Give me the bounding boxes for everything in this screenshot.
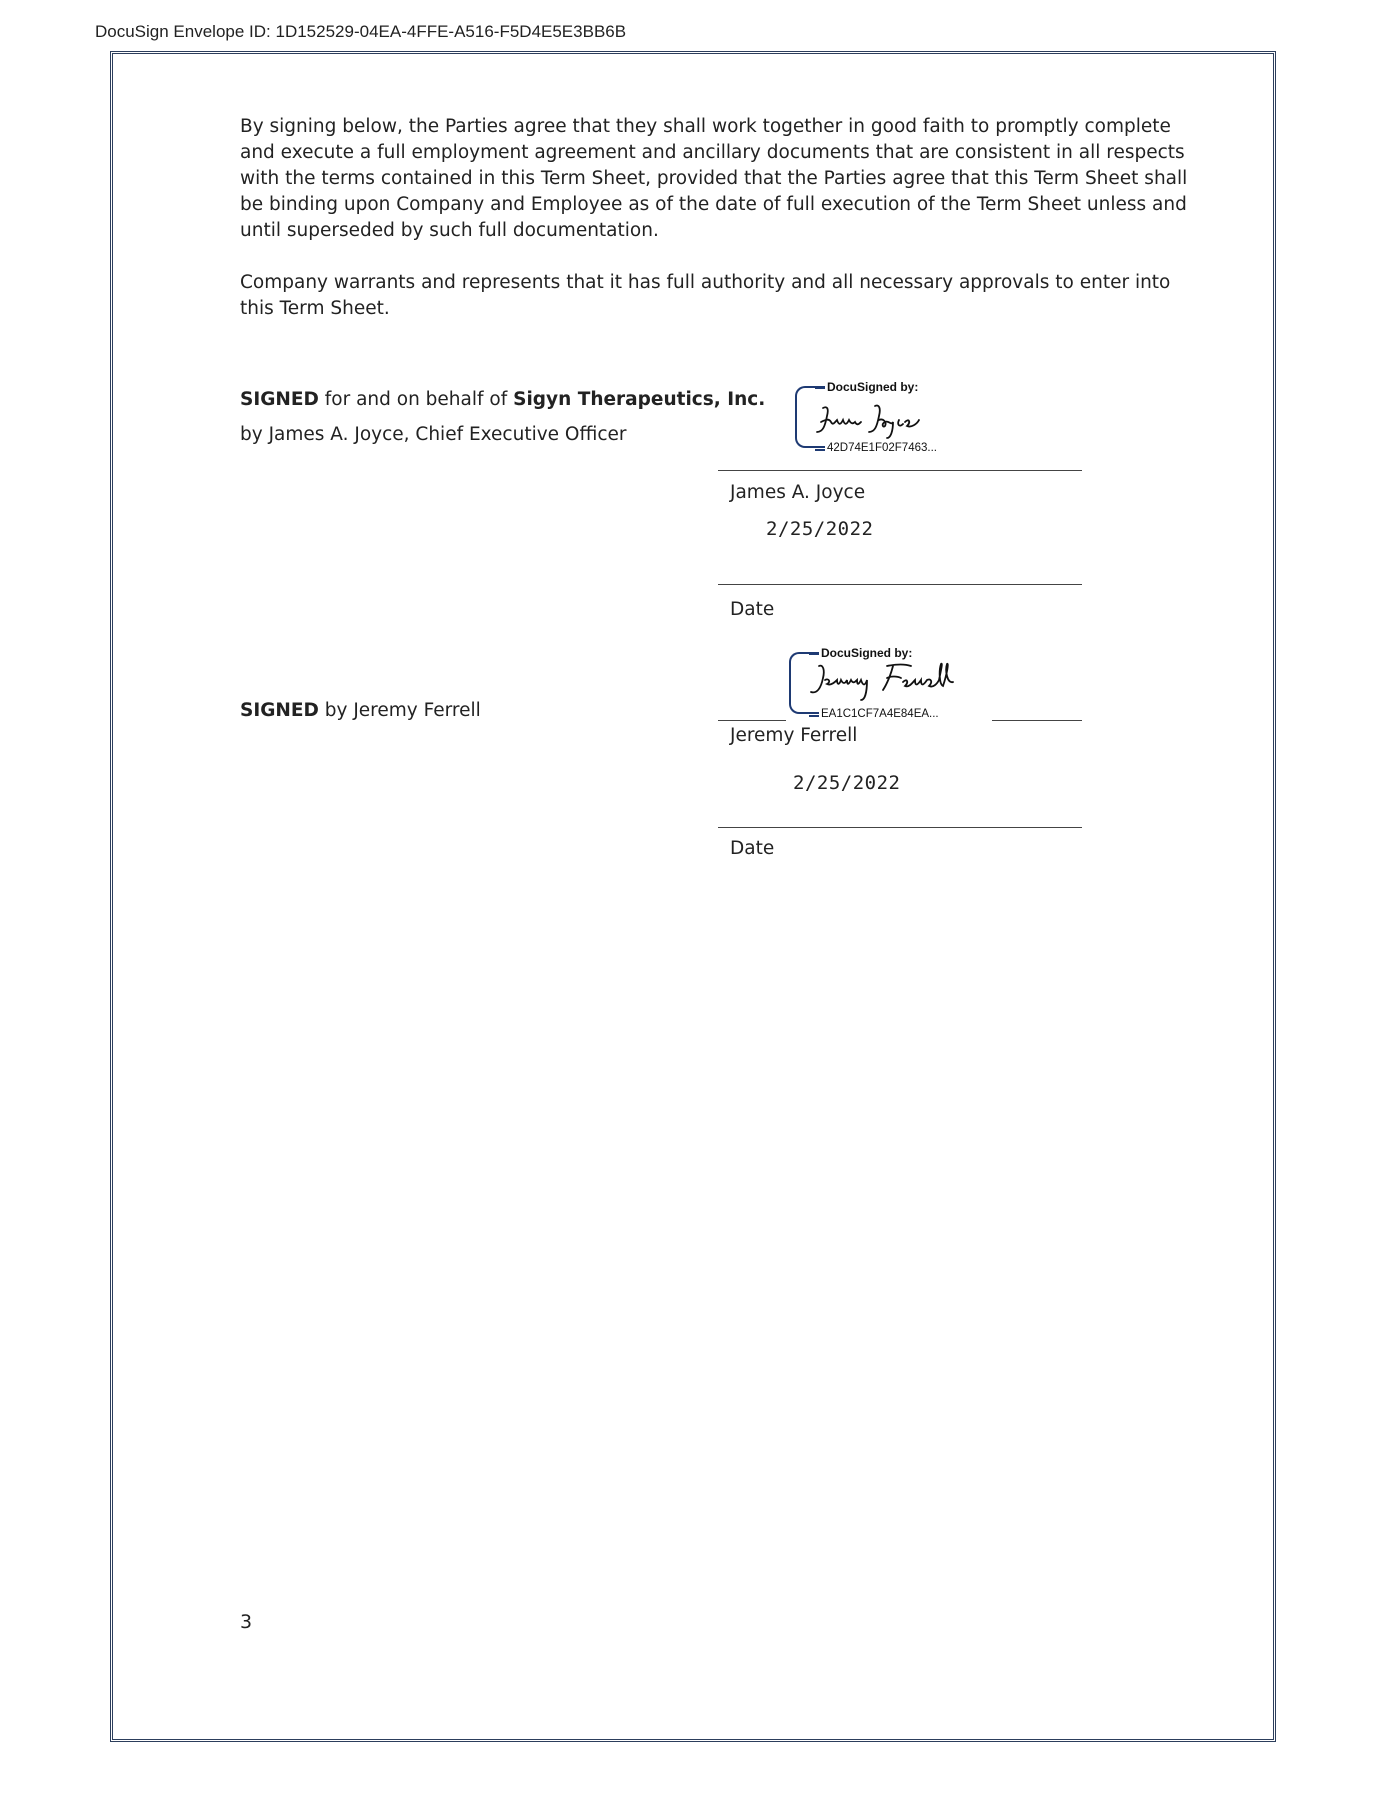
company-signed-line [240,389,765,410]
date-value-joyce: 2/25/2022 [766,518,874,540]
docusign-header: DocuSigned by: [821,646,913,660]
signature-line-right [992,720,1082,721]
docusign-stamp-ferrell [789,646,1009,726]
envelope-id: DocuSign Envelope ID: 1D152529-04EA-4FFE-A516-F5D4E5E3BB6B [95,22,627,41]
date-value-ferrell: 2/25/2022 [793,772,901,794]
signer-name-ferrell: Jeremy Ferrell [730,725,858,746]
page-number: 3 [240,1611,253,1633]
docusign-stamp-joyce [795,380,995,460]
signed-keyword: SIGNED [240,700,319,721]
docusign-code: 42D74E1F02F7463... [827,442,937,454]
docusign-code: EA1C1CF7A4E84EA... [821,708,939,720]
signed-keyword: SIGNED [240,389,319,410]
agreement-paragraph: By signing below, the Parties agree that they shall work together in good faith to promptly complete and execute a full employment agreement and ancillary documents that are consistent in all respects with the terms contained in this Term Sheet, provided that the Parties agree that this Term Sheet shall be binding upon Company and Employee as of the date of full execution of the Term Sheet unless and until superseded by such full documentation. [240,116,1188,241]
date-line [718,584,1082,585]
date-label-ferrell: Date [730,838,775,859]
warranty-paragraph: Company warrants and represents that it has full authority and all necessary approvals to enter into this Term Sheet. [240,272,1171,319]
signature-line-left [718,720,786,721]
date-label-joyce: Date [730,599,775,620]
company-name: Sigyn Therapeutics, Inc. [513,389,766,410]
employee-by-text: by Jeremy Ferrell [318,700,481,721]
docusign-header: DocuSigned by: [827,380,919,394]
date-line [718,827,1082,828]
signature-line [718,470,1082,471]
signature-joyce [813,400,933,442]
for-behalf-text: for and on behalf of [318,389,514,410]
signer-name-joyce: James A. Joyce [730,482,866,503]
signature-ferrell [807,660,977,706]
employee-signed-line [240,700,481,721]
company-by-line: by James A. Joyce, Chief Executive Officer [240,424,627,445]
